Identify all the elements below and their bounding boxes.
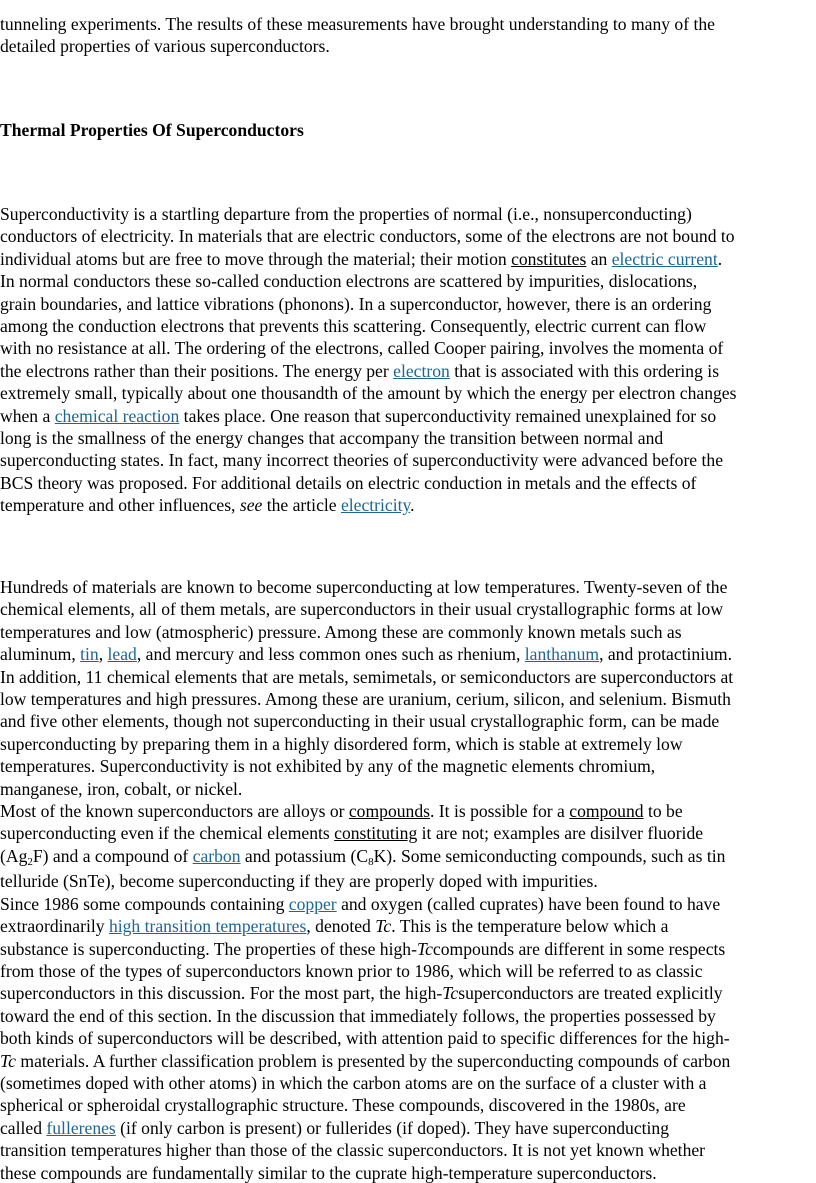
link-tin[interactable]: tin: [80, 644, 99, 665]
paragraph-electron-ordering: [0, 203, 816, 517]
text-line: $(Ag_2F)$ and a compound of carbon and potassium $(C_8K)$. Some semiconducting compounds, such as tin: [0, 845, 726, 868]
text-line: from those of the types of superconductors known prior to 1986, which will be referred to as classic: [0, 960, 703, 981]
text-line: spherical or spheroidal crystallographic structure. These compounds, discovered in the 1980s, are: [0, 1095, 686, 1116]
tc-symbol: Tc: [442, 983, 459, 1004]
text-line: transition temperatures higher than those of the classic superconductors. It is not yet known whether: [0, 1140, 706, 1161]
term-constituting: constituting: [334, 823, 418, 844]
text-line: BCS theory was proposed. For additional details on electric conduction in metals and the effects of: [0, 472, 697, 493]
see-emphasis: see: [239, 495, 263, 516]
subscript-2: 2: [27, 855, 33, 868]
link-electricity[interactable]: electricity: [340, 495, 411, 516]
text-line: superconductors in this discussion. For the most part, the high-Tcsuperconductors are treated explicitly: [0, 983, 723, 1004]
text-line: superconducting states. In fact, many incorrect theories of superconductivity were advanced before the: [0, 450, 724, 471]
text-line: among the conduction electrons that prevents this scattering. Consequently, electric current can flow: [0, 316, 707, 337]
text-line: called fullerenes (if only carbon is present) or fullerides (if doped). They have superconducting: [0, 1117, 669, 1138]
paragraph-superconducting-materials: [0, 576, 816, 1183]
text-line: these compounds are fundamentally similar to the cuprate high-temperature superconductors.: [0, 1162, 657, 1183]
tc-symbol: Tc: [375, 916, 392, 937]
text-line: Tc materials. A further classification problem is presented by the superconducting compounds of carbon: [0, 1050, 731, 1071]
text-line: when a chemical reaction takes place. One reason that superconductivity remained unexplained for so: [0, 405, 717, 426]
text-line: grain boundaries, and lattice vibrations (phonons). In a superconductor, however, there is an ordering: [0, 293, 712, 314]
text-line: substance is superconducting. The properties of these high-Tccompounds are different in some respects: [0, 938, 726, 959]
text-line: superconducting by preparing them in a highly disordered form, which is stable at extremely low: [0, 733, 683, 754]
term-constitutes: constitutes: [511, 248, 587, 269]
text-line: both kinds of superconductors will be described, with attention paid to specific differences for the high-: [0, 1028, 730, 1049]
text-line: superconducting even if the chemical elements constituting it are not; examples are disilver fluoride: [0, 823, 704, 844]
link-copper[interactable]: copper: [288, 893, 337, 914]
text-line: tunneling experiments. The results of these measurements have brought understanding to many of the: [0, 14, 715, 34]
text-line: extremely small, typically about one thousandth of the amount by which the energy per electron changes: [0, 383, 737, 404]
text-line: telluride (SnTe), become superconducting if they are properly doped with impurities.: [0, 871, 598, 892]
text-line: Since 1986 some compounds containing copper and oxygen (called cuprates) have been found to have: [0, 893, 721, 914]
text-line: and five other elements, though not superconducting in their usual crystallographic form, can be made: [0, 711, 720, 732]
text-line: toward the end of this section. In the discussion that immediately follows, the properties possessed by: [0, 1005, 716, 1026]
text-line: extraordinarily high transition temperatures, denoted Tc. This is the temperature below which a: [0, 916, 669, 937]
text-line: with no resistance at all. The ordering of the electrons, called Cooper pairing, involves the momenta of: [0, 338, 724, 359]
link-electric-current[interactable]: electric current: [611, 248, 718, 269]
link-high-transition-temperatures[interactable]: high transition temperatures: [108, 916, 307, 937]
link-chemical-reaction[interactable]: chemical reaction: [54, 405, 180, 426]
text-line: chemical elements, all of them metals, are superconductors in their usual crystallographic forms at low: [0, 599, 724, 620]
term-compounds: compounds: [348, 801, 430, 822]
text-line: aluminum, tin, lead, and mercury and less common ones such as rhenium, lanthanum, and protactinium.: [0, 644, 732, 665]
text-line: manganese, iron, cobalt, or nickel.: [0, 778, 243, 799]
text-line: low temperatures and high pressures. Among these are uranium, cerium, silicon, and selenium. Bismuth: [0, 689, 731, 710]
link-fullerenes[interactable]: fullerenes: [46, 1117, 116, 1138]
text-line: detailed properties of various superconductors.: [0, 36, 330, 57]
intro-paragraph: [0, 13, 816, 58]
tc-symbol: Tc: [416, 938, 433, 959]
text-line: In normal conductors these so-called conduction electrons are scattered by impurities, dislocations,: [0, 271, 698, 292]
section-heading: Thermal Properties Of Superconductors: [0, 120, 304, 140]
link-lead[interactable]: lead: [107, 644, 137, 665]
text-line: conductors of electricity. In materials that are electric conductors, some of the electrons are not bound to: [0, 226, 735, 247]
text-line: (sometimes doped with other atoms) in which the carbon atoms are on the surface of a cluster with a: [0, 1072, 707, 1093]
text-line: the electrons rather than their positions. The energy per electron that is associated with this ordering is: [0, 360, 720, 381]
text-line: temperature and other influences, see the article electricity.: [0, 495, 415, 516]
text-line: temperatures. Superconductivity is not exhibited by any of the magnetic elements chromium,: [0, 756, 656, 777]
text-line: Most of the known superconductors are alloys or compounds. It is possible for a compound to be: [0, 801, 683, 822]
text-line: long is the smallness of the energy changes that accompany the transition between normal and: [0, 428, 664, 449]
text-line: In addition, 11 chemical elements that are metals, semimetals, or semiconductors are superconductors at: [0, 666, 734, 687]
subscript-8: 8: [368, 855, 374, 868]
text-line: individual atoms but are free to move through the material; their motion constitutes an electric current.: [0, 248, 723, 269]
link-carbon[interactable]: carbon: [192, 845, 241, 866]
tc-symbol: Tc: [0, 1050, 16, 1071]
link-lanthanum[interactable]: lanthanum: [524, 644, 600, 665]
term-compound: compound: [569, 801, 644, 822]
link-electron[interactable]: electron: [393, 360, 450, 381]
text-line: Superconductivity is a startling departure from the properties of normal (i.e., nonsuperconducting): [0, 204, 692, 224]
text-line: temperatures and low (atmospheric) pressure. Among these are commonly known metals such as: [0, 621, 682, 642]
text-line: Hundreds of materials are known to become superconducting at low temperatures. Twenty-seven of the: [0, 577, 728, 597]
